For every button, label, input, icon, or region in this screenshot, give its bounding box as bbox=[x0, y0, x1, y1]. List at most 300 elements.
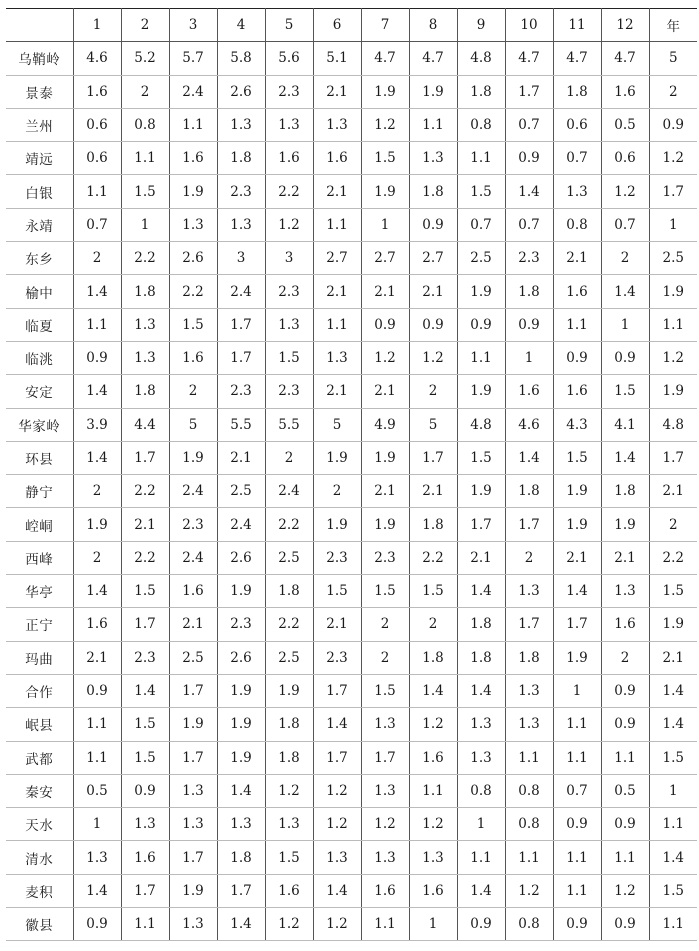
month-value: 1.5 bbox=[265, 841, 313, 874]
month-value: 0.9 bbox=[409, 308, 457, 341]
annual-value: 1.2 bbox=[649, 142, 697, 175]
month-value: 1.7 bbox=[505, 608, 553, 641]
month-value: 2.1 bbox=[313, 75, 361, 108]
month-value: 2.2 bbox=[121, 541, 169, 574]
header-month-9: 9 bbox=[457, 9, 505, 42]
header-year: 年 bbox=[649, 9, 697, 42]
month-value: 1.4 bbox=[457, 674, 505, 707]
month-value: 0.5 bbox=[601, 108, 649, 141]
month-value: 1.2 bbox=[265, 908, 313, 941]
month-value: 1.9 bbox=[169, 874, 217, 907]
month-value: 1.9 bbox=[601, 508, 649, 541]
month-value: 0.9 bbox=[409, 208, 457, 241]
table-row bbox=[6, 408, 697, 441]
annual-value: 0.9 bbox=[649, 108, 697, 141]
month-value: 1.8 bbox=[265, 708, 313, 741]
month-value: 0.9 bbox=[601, 908, 649, 941]
month-value: 2.1 bbox=[313, 608, 361, 641]
month-value: 1.5 bbox=[361, 142, 409, 175]
month-value: 2.2 bbox=[169, 275, 217, 308]
month-value: 1.2 bbox=[265, 774, 313, 807]
month-value: 1.7 bbox=[121, 874, 169, 907]
month-value: 1.9 bbox=[313, 441, 361, 474]
month-value: 0.8 bbox=[505, 908, 553, 941]
table-row bbox=[6, 674, 697, 707]
month-value: 1.3 bbox=[217, 808, 265, 841]
month-value: 1.1 bbox=[553, 708, 601, 741]
header-month-12: 12 bbox=[601, 9, 649, 42]
annual-value: 1 bbox=[649, 208, 697, 241]
month-value: 5.7 bbox=[169, 42, 217, 75]
table-row bbox=[6, 541, 697, 574]
month-value: 2.3 bbox=[217, 608, 265, 641]
month-value: 1.1 bbox=[409, 774, 457, 807]
annual-value: 2.1 bbox=[649, 475, 697, 508]
month-value: 1.1 bbox=[601, 741, 649, 774]
station-name: 静宁 bbox=[6, 475, 73, 508]
annual-value: 1.7 bbox=[649, 175, 697, 208]
month-value: 1.3 bbox=[265, 308, 313, 341]
month-value: 0.8 bbox=[505, 808, 553, 841]
month-value: 1.6 bbox=[265, 142, 313, 175]
month-value: 2.3 bbox=[265, 75, 313, 108]
month-value: 0.5 bbox=[601, 774, 649, 807]
header-month-4: 4 bbox=[217, 9, 265, 42]
station-name: 华亭 bbox=[6, 575, 73, 608]
table-row bbox=[6, 774, 697, 807]
station-name: 榆中 bbox=[6, 275, 73, 308]
month-value: 1.9 bbox=[553, 641, 601, 674]
month-value: 0.9 bbox=[601, 341, 649, 374]
month-value: 2.3 bbox=[121, 641, 169, 674]
table-row bbox=[6, 641, 697, 674]
table-row bbox=[6, 908, 697, 941]
month-value: 1 bbox=[361, 208, 409, 241]
month-value: 1.3 bbox=[457, 741, 505, 774]
station-name: 玛曲 bbox=[6, 641, 73, 674]
month-value: 1.5 bbox=[409, 575, 457, 608]
table-row bbox=[6, 708, 697, 741]
month-value: 1.6 bbox=[409, 874, 457, 907]
month-value: 1.1 bbox=[313, 308, 361, 341]
station-name: 麦积 bbox=[6, 874, 73, 907]
month-value: 1.3 bbox=[361, 708, 409, 741]
month-value: 2.1 bbox=[361, 275, 409, 308]
month-value: 2.4 bbox=[217, 275, 265, 308]
table-row bbox=[6, 242, 697, 275]
month-value: 1.8 bbox=[505, 275, 553, 308]
month-value: 2.3 bbox=[217, 175, 265, 208]
month-value: 1.7 bbox=[313, 674, 361, 707]
month-value: 1 bbox=[457, 808, 505, 841]
month-value: 2 bbox=[601, 242, 649, 275]
header-month-8: 8 bbox=[409, 9, 457, 42]
table-row bbox=[6, 175, 697, 208]
station-name: 临夏 bbox=[6, 308, 73, 341]
month-value: 2.1 bbox=[361, 375, 409, 408]
station-name: 靖远 bbox=[6, 142, 73, 175]
month-value: 1.3 bbox=[217, 208, 265, 241]
header-corner-cell bbox=[6, 9, 73, 42]
month-value: 1.3 bbox=[361, 841, 409, 874]
month-value: 0.9 bbox=[457, 308, 505, 341]
month-value: 3 bbox=[265, 242, 313, 275]
month-value: 1.1 bbox=[553, 841, 601, 874]
month-value: 1 bbox=[121, 208, 169, 241]
month-value: 1.4 bbox=[121, 674, 169, 707]
station-name: 临洮 bbox=[6, 341, 73, 374]
month-value: 1.1 bbox=[553, 308, 601, 341]
annual-value: 1.5 bbox=[649, 575, 697, 608]
month-value: 5 bbox=[409, 408, 457, 441]
month-value: 1.3 bbox=[121, 308, 169, 341]
month-value: 1.7 bbox=[217, 341, 265, 374]
annual-value: 1.4 bbox=[649, 674, 697, 707]
month-value: 0.9 bbox=[73, 908, 121, 941]
month-value: 1 bbox=[553, 674, 601, 707]
month-value: 1.8 bbox=[217, 142, 265, 175]
month-value: 2.1 bbox=[457, 541, 505, 574]
month-value: 2 bbox=[409, 608, 457, 641]
month-value: 1.4 bbox=[409, 674, 457, 707]
month-value: 1.3 bbox=[313, 108, 361, 141]
month-value: 1.2 bbox=[601, 175, 649, 208]
month-value: 1.6 bbox=[169, 575, 217, 608]
month-value: 0.7 bbox=[553, 142, 601, 175]
table-row bbox=[6, 741, 697, 774]
month-value: 0.9 bbox=[601, 708, 649, 741]
month-value: 5 bbox=[169, 408, 217, 441]
month-value: 2 bbox=[361, 641, 409, 674]
annual-value: 4.8 bbox=[649, 408, 697, 441]
month-value: 1.8 bbox=[409, 175, 457, 208]
month-value: 0.7 bbox=[457, 208, 505, 241]
station-name: 环县 bbox=[6, 441, 73, 474]
month-value: 1.7 bbox=[169, 841, 217, 874]
month-value: 1.8 bbox=[217, 841, 265, 874]
month-value: 2.1 bbox=[313, 175, 361, 208]
table-row bbox=[6, 341, 697, 374]
station-name: 合作 bbox=[6, 674, 73, 707]
month-value: 1.3 bbox=[313, 841, 361, 874]
month-value: 2.1 bbox=[169, 608, 217, 641]
month-value: 1.9 bbox=[361, 508, 409, 541]
month-value: 0.7 bbox=[73, 208, 121, 241]
month-value: 1.3 bbox=[169, 774, 217, 807]
month-value: 0.7 bbox=[505, 208, 553, 241]
month-value: 1.4 bbox=[73, 441, 121, 474]
month-value: 2.3 bbox=[265, 275, 313, 308]
month-value: 4.7 bbox=[601, 42, 649, 75]
table-row bbox=[6, 308, 697, 341]
month-value: 2.1 bbox=[553, 541, 601, 574]
month-value: 1.3 bbox=[457, 708, 505, 741]
month-value: 2.5 bbox=[169, 641, 217, 674]
month-value: 1.2 bbox=[313, 774, 361, 807]
month-value: 1.3 bbox=[553, 175, 601, 208]
month-value: 1.8 bbox=[121, 275, 169, 308]
month-value: 1.9 bbox=[361, 75, 409, 108]
month-value: 1.7 bbox=[169, 741, 217, 774]
station-name: 华家岭 bbox=[6, 408, 73, 441]
month-value: 4.1 bbox=[601, 408, 649, 441]
annual-value: 1.2 bbox=[649, 341, 697, 374]
month-value: 2 bbox=[409, 375, 457, 408]
station-name: 安定 bbox=[6, 375, 73, 408]
month-value: 0.8 bbox=[553, 208, 601, 241]
month-value: 5.6 bbox=[265, 42, 313, 75]
month-value: 1.6 bbox=[553, 375, 601, 408]
month-value: 2.5 bbox=[217, 475, 265, 508]
month-value: 1.8 bbox=[553, 75, 601, 108]
month-value: 1.7 bbox=[217, 308, 265, 341]
month-value: 0.9 bbox=[73, 341, 121, 374]
month-value: 1.8 bbox=[457, 75, 505, 108]
month-value: 0.9 bbox=[457, 908, 505, 941]
table-row bbox=[6, 42, 697, 75]
annual-value: 1.1 bbox=[649, 308, 697, 341]
table-header-row bbox=[6, 9, 697, 42]
month-value: 2.5 bbox=[457, 242, 505, 275]
month-value: 5.8 bbox=[217, 42, 265, 75]
month-value: 5.2 bbox=[121, 42, 169, 75]
month-value: 0.8 bbox=[505, 774, 553, 807]
month-value: 2.1 bbox=[217, 441, 265, 474]
month-value: 0.7 bbox=[601, 208, 649, 241]
month-value: 1.2 bbox=[265, 208, 313, 241]
month-value: 1.9 bbox=[553, 475, 601, 508]
month-value: 1.1 bbox=[505, 841, 553, 874]
station-name: 兰州 bbox=[6, 108, 73, 141]
station-name: 武都 bbox=[6, 741, 73, 774]
month-value: 2 bbox=[361, 608, 409, 641]
month-value: 1.9 bbox=[313, 508, 361, 541]
month-value: 1.4 bbox=[505, 175, 553, 208]
month-value: 2.2 bbox=[265, 608, 313, 641]
month-value: 1.9 bbox=[265, 674, 313, 707]
month-value: 1.8 bbox=[457, 608, 505, 641]
month-value: 2.2 bbox=[265, 175, 313, 208]
month-value: 1.5 bbox=[265, 341, 313, 374]
table-row bbox=[6, 874, 697, 907]
month-value: 1.8 bbox=[505, 475, 553, 508]
month-value: 1.9 bbox=[457, 475, 505, 508]
month-value: 2.1 bbox=[601, 541, 649, 574]
month-value: 2.4 bbox=[169, 75, 217, 108]
month-value: 2.3 bbox=[361, 541, 409, 574]
month-value: 1.6 bbox=[505, 375, 553, 408]
month-value: 1.1 bbox=[553, 741, 601, 774]
table-row bbox=[6, 441, 697, 474]
month-value: 2.2 bbox=[409, 541, 457, 574]
month-value: 0.9 bbox=[505, 142, 553, 175]
station-name: 岷县 bbox=[6, 708, 73, 741]
month-value: 1.8 bbox=[457, 641, 505, 674]
station-name: 崆峒 bbox=[6, 508, 73, 541]
month-value: 1.3 bbox=[217, 108, 265, 141]
month-value: 4.7 bbox=[553, 42, 601, 75]
annual-value: 2.5 bbox=[649, 242, 697, 275]
month-value: 1.3 bbox=[409, 142, 457, 175]
month-value: 2.4 bbox=[169, 475, 217, 508]
header-month-7: 7 bbox=[361, 9, 409, 42]
month-value: 2.2 bbox=[265, 508, 313, 541]
month-value: 2 bbox=[73, 541, 121, 574]
month-value: 0.5 bbox=[73, 774, 121, 807]
month-value: 0.8 bbox=[457, 108, 505, 141]
month-value: 2 bbox=[121, 75, 169, 108]
month-value: 1.3 bbox=[505, 674, 553, 707]
month-value: 1.8 bbox=[409, 508, 457, 541]
month-value: 1.1 bbox=[169, 108, 217, 141]
month-value: 0.9 bbox=[601, 674, 649, 707]
month-value: 1.6 bbox=[409, 741, 457, 774]
month-value: 1.7 bbox=[553, 608, 601, 641]
month-value: 1.3 bbox=[361, 774, 409, 807]
month-value: 1.4 bbox=[217, 908, 265, 941]
month-value: 0.6 bbox=[73, 108, 121, 141]
month-value: 1.7 bbox=[217, 874, 265, 907]
monthly-wind-speed-table bbox=[6, 8, 697, 941]
table-row bbox=[6, 142, 697, 175]
station-name: 景泰 bbox=[6, 75, 73, 108]
month-value: 2.1 bbox=[121, 508, 169, 541]
month-value: 4.3 bbox=[553, 408, 601, 441]
annual-value: 1.1 bbox=[649, 808, 697, 841]
month-value: 1.3 bbox=[121, 808, 169, 841]
month-value: 2 bbox=[265, 441, 313, 474]
month-value: 5 bbox=[313, 408, 361, 441]
month-value: 1.6 bbox=[169, 142, 217, 175]
month-value: 1.1 bbox=[73, 175, 121, 208]
month-value: 4.8 bbox=[457, 42, 505, 75]
month-value: 4.9 bbox=[361, 408, 409, 441]
month-value: 1.8 bbox=[505, 641, 553, 674]
month-value: 2 bbox=[601, 641, 649, 674]
annual-value: 1.5 bbox=[649, 741, 697, 774]
month-value: 1.4 bbox=[217, 774, 265, 807]
table-row bbox=[6, 608, 697, 641]
month-value: 0.8 bbox=[121, 108, 169, 141]
month-value: 1.4 bbox=[505, 441, 553, 474]
month-value: 1.2 bbox=[409, 808, 457, 841]
month-value: 1.7 bbox=[169, 674, 217, 707]
month-value: 2.5 bbox=[265, 641, 313, 674]
table-row bbox=[6, 75, 697, 108]
month-value: 2.3 bbox=[505, 242, 553, 275]
month-value: 0.9 bbox=[553, 908, 601, 941]
month-value: 1.9 bbox=[409, 75, 457, 108]
table-row bbox=[6, 375, 697, 408]
month-value: 1.7 bbox=[457, 508, 505, 541]
month-value: 1.9 bbox=[457, 275, 505, 308]
month-value: 1.5 bbox=[121, 708, 169, 741]
month-value: 2 bbox=[169, 375, 217, 408]
month-value: 1.6 bbox=[553, 275, 601, 308]
month-value: 2.7 bbox=[361, 242, 409, 275]
annual-value: 2 bbox=[649, 75, 697, 108]
month-value: 1.9 bbox=[169, 175, 217, 208]
month-value: 1.9 bbox=[553, 508, 601, 541]
month-value: 1.1 bbox=[553, 874, 601, 907]
month-value: 1.1 bbox=[73, 708, 121, 741]
month-value: 1.7 bbox=[505, 508, 553, 541]
month-value: 1.1 bbox=[457, 841, 505, 874]
month-value: 4.4 bbox=[121, 408, 169, 441]
annual-value: 1.4 bbox=[649, 708, 697, 741]
station-name: 白银 bbox=[6, 175, 73, 208]
month-value: 1.5 bbox=[457, 441, 505, 474]
table-body bbox=[6, 42, 697, 941]
month-value: 5.5 bbox=[217, 408, 265, 441]
month-value: 2.7 bbox=[409, 242, 457, 275]
month-value: 2.3 bbox=[265, 375, 313, 408]
month-value: 1.3 bbox=[169, 208, 217, 241]
month-value: 1.9 bbox=[169, 708, 217, 741]
month-value: 2.6 bbox=[217, 641, 265, 674]
month-value: 1.6 bbox=[313, 142, 361, 175]
station-name: 正宁 bbox=[6, 608, 73, 641]
month-value: 1.7 bbox=[505, 75, 553, 108]
month-value: 2.3 bbox=[169, 508, 217, 541]
table-row bbox=[6, 841, 697, 874]
month-value: 0.9 bbox=[601, 808, 649, 841]
month-value: 1.6 bbox=[601, 75, 649, 108]
month-value: 1.2 bbox=[361, 808, 409, 841]
station-name: 徽县 bbox=[6, 908, 73, 941]
month-value: 1.3 bbox=[169, 808, 217, 841]
month-value: 1.3 bbox=[169, 908, 217, 941]
month-value: 1.4 bbox=[73, 275, 121, 308]
month-value: 1.4 bbox=[313, 874, 361, 907]
annual-value: 5 bbox=[649, 42, 697, 75]
month-value: 4.7 bbox=[361, 42, 409, 75]
month-value: 2 bbox=[73, 242, 121, 275]
station-name: 天水 bbox=[6, 808, 73, 841]
month-value: 1.5 bbox=[361, 674, 409, 707]
station-name: 西峰 bbox=[6, 541, 73, 574]
annual-value: 1.1 bbox=[649, 908, 697, 941]
month-value: 1.7 bbox=[121, 441, 169, 474]
month-value: 2.1 bbox=[313, 375, 361, 408]
month-value: 1.9 bbox=[169, 441, 217, 474]
month-value: 1.5 bbox=[169, 308, 217, 341]
annual-value: 1.7 bbox=[649, 441, 697, 474]
month-value: 1.5 bbox=[601, 375, 649, 408]
month-value: 1.2 bbox=[313, 908, 361, 941]
month-value: 1.1 bbox=[457, 142, 505, 175]
month-value: 1.9 bbox=[217, 674, 265, 707]
month-value: 1.6 bbox=[121, 841, 169, 874]
document-page bbox=[6, 8, 691, 941]
month-value: 1.9 bbox=[217, 708, 265, 741]
month-value: 1.3 bbox=[313, 341, 361, 374]
header-month-1: 1 bbox=[73, 9, 121, 42]
month-value: 3.9 bbox=[73, 408, 121, 441]
month-value: 1 bbox=[505, 341, 553, 374]
month-value: 1.1 bbox=[73, 308, 121, 341]
month-value: 1.6 bbox=[73, 75, 121, 108]
month-value: 1.5 bbox=[121, 575, 169, 608]
month-value: 1.3 bbox=[409, 841, 457, 874]
month-value: 2 bbox=[313, 475, 361, 508]
month-value: 1.5 bbox=[313, 575, 361, 608]
month-value: 1.4 bbox=[553, 575, 601, 608]
annual-value: 1.9 bbox=[649, 608, 697, 641]
month-value: 1.1 bbox=[73, 741, 121, 774]
month-value: 0.9 bbox=[505, 308, 553, 341]
month-value: 1.2 bbox=[409, 341, 457, 374]
